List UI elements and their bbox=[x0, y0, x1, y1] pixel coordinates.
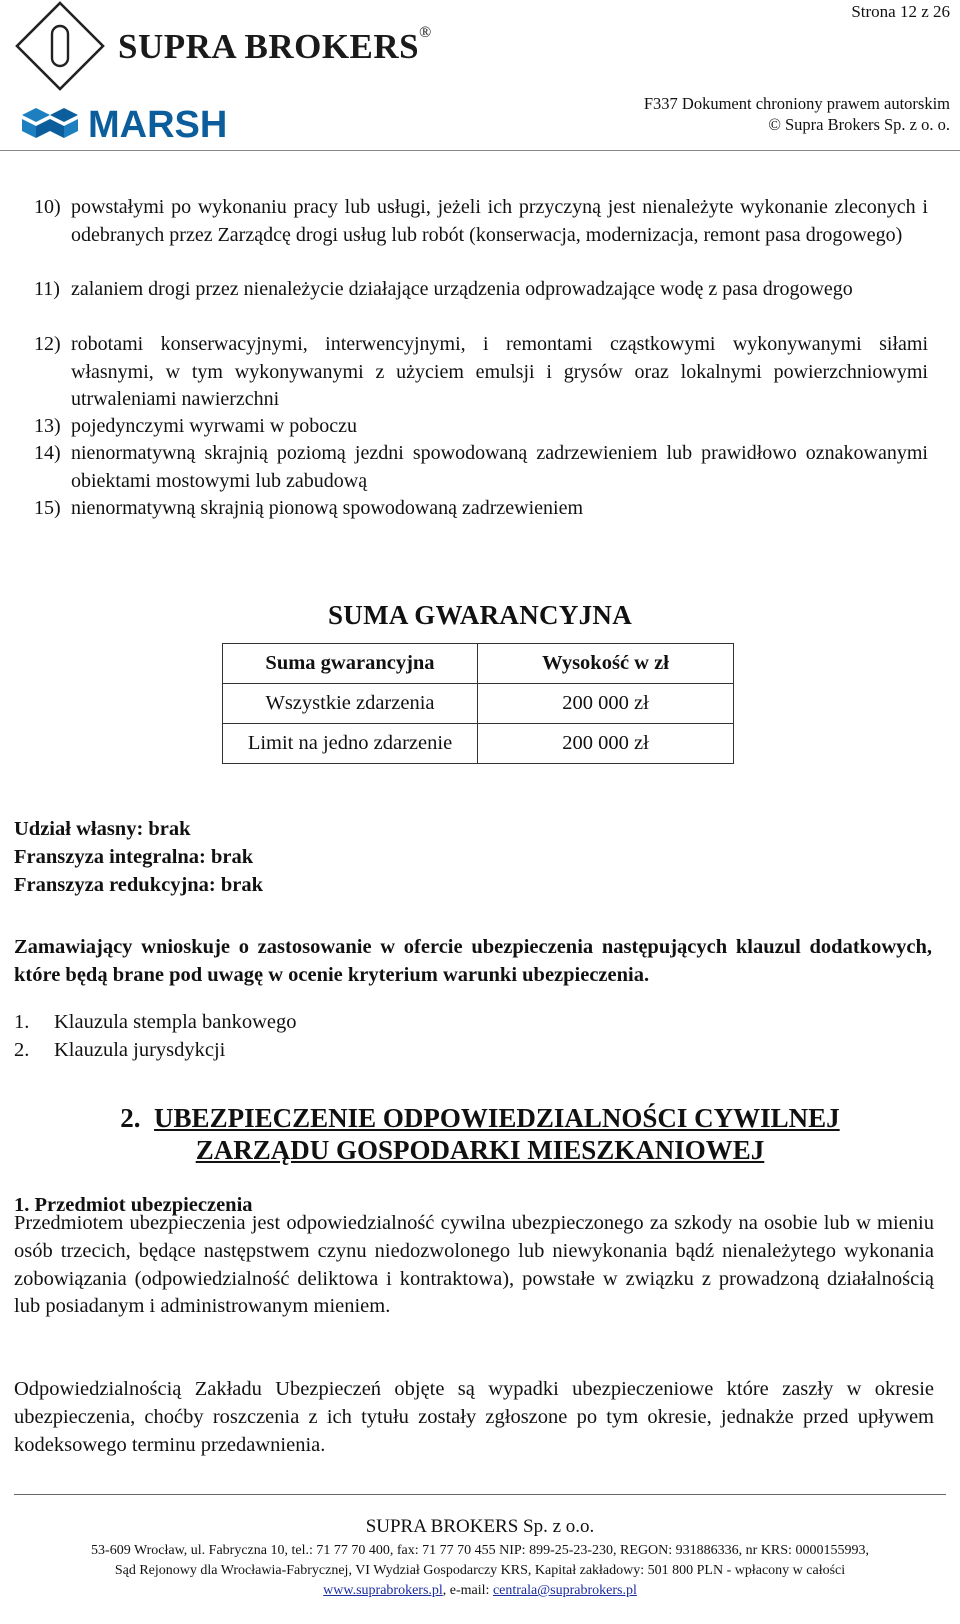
list-item bbox=[34, 495, 928, 523]
list-item-text: robotami konserwacyjnymi, interwencyjnymi, i remontami cząstkowymi wykonywanymi siłami własnymi, w tym wykonywanymi z użyciem emulsji i grysów oraz lokalnymi powierzchniowymi utrwaleniami nawierzchni bbox=[71, 333, 928, 410]
section-number: 2. bbox=[120, 1103, 141, 1133]
paragraph: Przedmiotem ubezpieczenia jest odpowiedzialność cywilna ubezpieczonego za szkody na osobie lub w mieniu osób trzecich, będące następstwem czynu niedozwolonego lub niewykonania bądź nienależytego wykonania zobowiązania (odpowiedzialność deliktowa i kontraktowa), powstałe w związku z prowadzoną działalnością lub posiadanym i administrowanym mieniem. bbox=[14, 1212, 934, 1318]
table-cell: 200 000 zł bbox=[478, 724, 734, 764]
guarantee-title: SUMA GWARANCYJNA bbox=[327, 600, 633, 630]
subject-heading: 1. Przedmiot ubezpieczenia bbox=[14, 1194, 253, 1216]
list-item bbox=[34, 276, 928, 304]
clauses-intro: Zamawiający wnioskuje o zastosowanie w ofercie ubezpieczenia następujących klauzul dodatkowych, które będą brane pod uwagę w ocenie kryterium warunki ubezpieczenia. bbox=[14, 936, 932, 986]
email-link[interactable]: centrala@suprabrokers.pl bbox=[492, 1583, 637, 1598]
brand-name: SUPRA BROKERS® bbox=[118, 24, 432, 66]
table-row bbox=[223, 724, 734, 764]
list-item bbox=[34, 331, 928, 414]
paragraph: Odpowiedzialnością Zakładu Ubezpieczeń objęte są wypadki ubezpieczeniowe które zaszły w okresie ubezpieczenia, choćby roszczenia z ich tytułu zostały zgłoszone po tym okresie, jednakże przed upływem kodeksowego terminu przedawnienia. bbox=[14, 1378, 934, 1456]
clause-number: 2. bbox=[14, 1039, 30, 1061]
section-title-line2: ZARZĄDU GOSPODARKI MIESZKANIOWEJ bbox=[195, 1135, 765, 1165]
table-cell: 200 000 zł bbox=[478, 684, 734, 724]
table-header-cell: Wysokość w zł bbox=[478, 644, 734, 684]
document-info bbox=[644, 93, 950, 135]
clause-number: 1. bbox=[14, 1011, 30, 1033]
clause-item bbox=[14, 1011, 297, 1034]
list-item-number: 14) bbox=[34, 442, 61, 464]
table-header-cell: Suma gwarancyjna bbox=[223, 644, 478, 684]
footer-court: Sąd Rejonowy dla Wrocławia-Fabrycznej, VI Wydział Gospodarczy KRS, Kapitał zakładowy: 501 800 PLN - wpłacony w całości bbox=[114, 1563, 846, 1578]
footer-divider bbox=[14, 1494, 946, 1495]
own-share: Udział własny: brak bbox=[14, 818, 191, 840]
table-header-row bbox=[223, 644, 734, 684]
list-item-text: nienormatywną skrajnią pionową spowodowaną zadrzewieniem bbox=[71, 497, 584, 519]
header-divider bbox=[0, 150, 960, 151]
marsh-logo-text: MARSH bbox=[88, 104, 228, 142]
supra-brokers-logo-icon bbox=[14, 0, 106, 92]
clause-text: Klauzula stempla bankowego bbox=[54, 1011, 297, 1033]
document-info-line2: © Supra Brokers Sp. z o. o. bbox=[768, 115, 950, 134]
list-item-number: 15) bbox=[34, 497, 61, 519]
reductive-franchise: Franszyza redukcyjna: brak bbox=[14, 874, 264, 896]
list-item-number: 12) bbox=[34, 333, 61, 355]
list-item bbox=[34, 413, 928, 441]
list-item-text: pojedynczymi wyrwami w poboczu bbox=[71, 415, 358, 437]
email-label: , e-mail: bbox=[442, 1583, 493, 1598]
page-number: Strona 12 z 26 bbox=[851, 2, 950, 21]
clause-item bbox=[14, 1039, 225, 1062]
marsh-logo bbox=[22, 104, 252, 142]
website-link[interactable]: www.suprabrokers.pl bbox=[323, 1583, 443, 1598]
list-item bbox=[34, 194, 928, 249]
table-cell: Limit na jedno zdarzenie bbox=[223, 724, 478, 764]
section-title bbox=[0, 1102, 960, 1166]
section-title-line1: UBEZPIECZENIE ODPOWIEDZIALNOŚCI CYWILNEJ bbox=[154, 1103, 840, 1133]
footer-contact bbox=[0, 1583, 960, 1599]
guarantee-table bbox=[222, 643, 734, 764]
integral-franchise: Franszyza integralna: brak bbox=[14, 846, 254, 868]
footer-address: 53-609 Wrocław, ul. Fabryczna 10, tel.: 71 77 70 400, fax: 71 77 70 455 NIP: 899-25-23-230, REGON: 931886336, nr KRS: 0000155993, bbox=[91, 1543, 869, 1558]
clause-text: Klauzula jurysdykcji bbox=[54, 1039, 226, 1061]
list-item-number: 11) bbox=[34, 278, 60, 300]
list-item-number: 13) bbox=[34, 415, 61, 437]
list-item-number: 10) bbox=[34, 196, 61, 218]
list-item-text: zalaniem drogi przez nienależycie działające urządzenia odprowadzające wodę z pasa drogowego bbox=[71, 278, 853, 300]
marsh-icon bbox=[22, 108, 78, 138]
list-item-text: nienormatywną skrajnią poziomą jezdni spowodowaną zadrzewieniem lub prawidłowo oznakowanymi obiektami mostowymi lub zabudową bbox=[71, 442, 928, 492]
list-item bbox=[34, 440, 928, 495]
table-cell: Wszystkie zdarzenia bbox=[223, 684, 478, 724]
document-info-line1: F337 Dokument chroniony prawem autorskim bbox=[643, 94, 950, 113]
list-item-text: powstałymi po wykonaniu pracy lub usługi, jeżeli ich przyczyną jest nienależyte wykonanie zleconych i odebranych przez Zarządcę drogi usług lub robót (konserwacja, modernizacja, remont pasa drogowego) bbox=[71, 196, 928, 246]
footer-company: SUPRA BROKERS Sp. z o.o. bbox=[365, 1516, 595, 1537]
table-row bbox=[223, 684, 734, 724]
